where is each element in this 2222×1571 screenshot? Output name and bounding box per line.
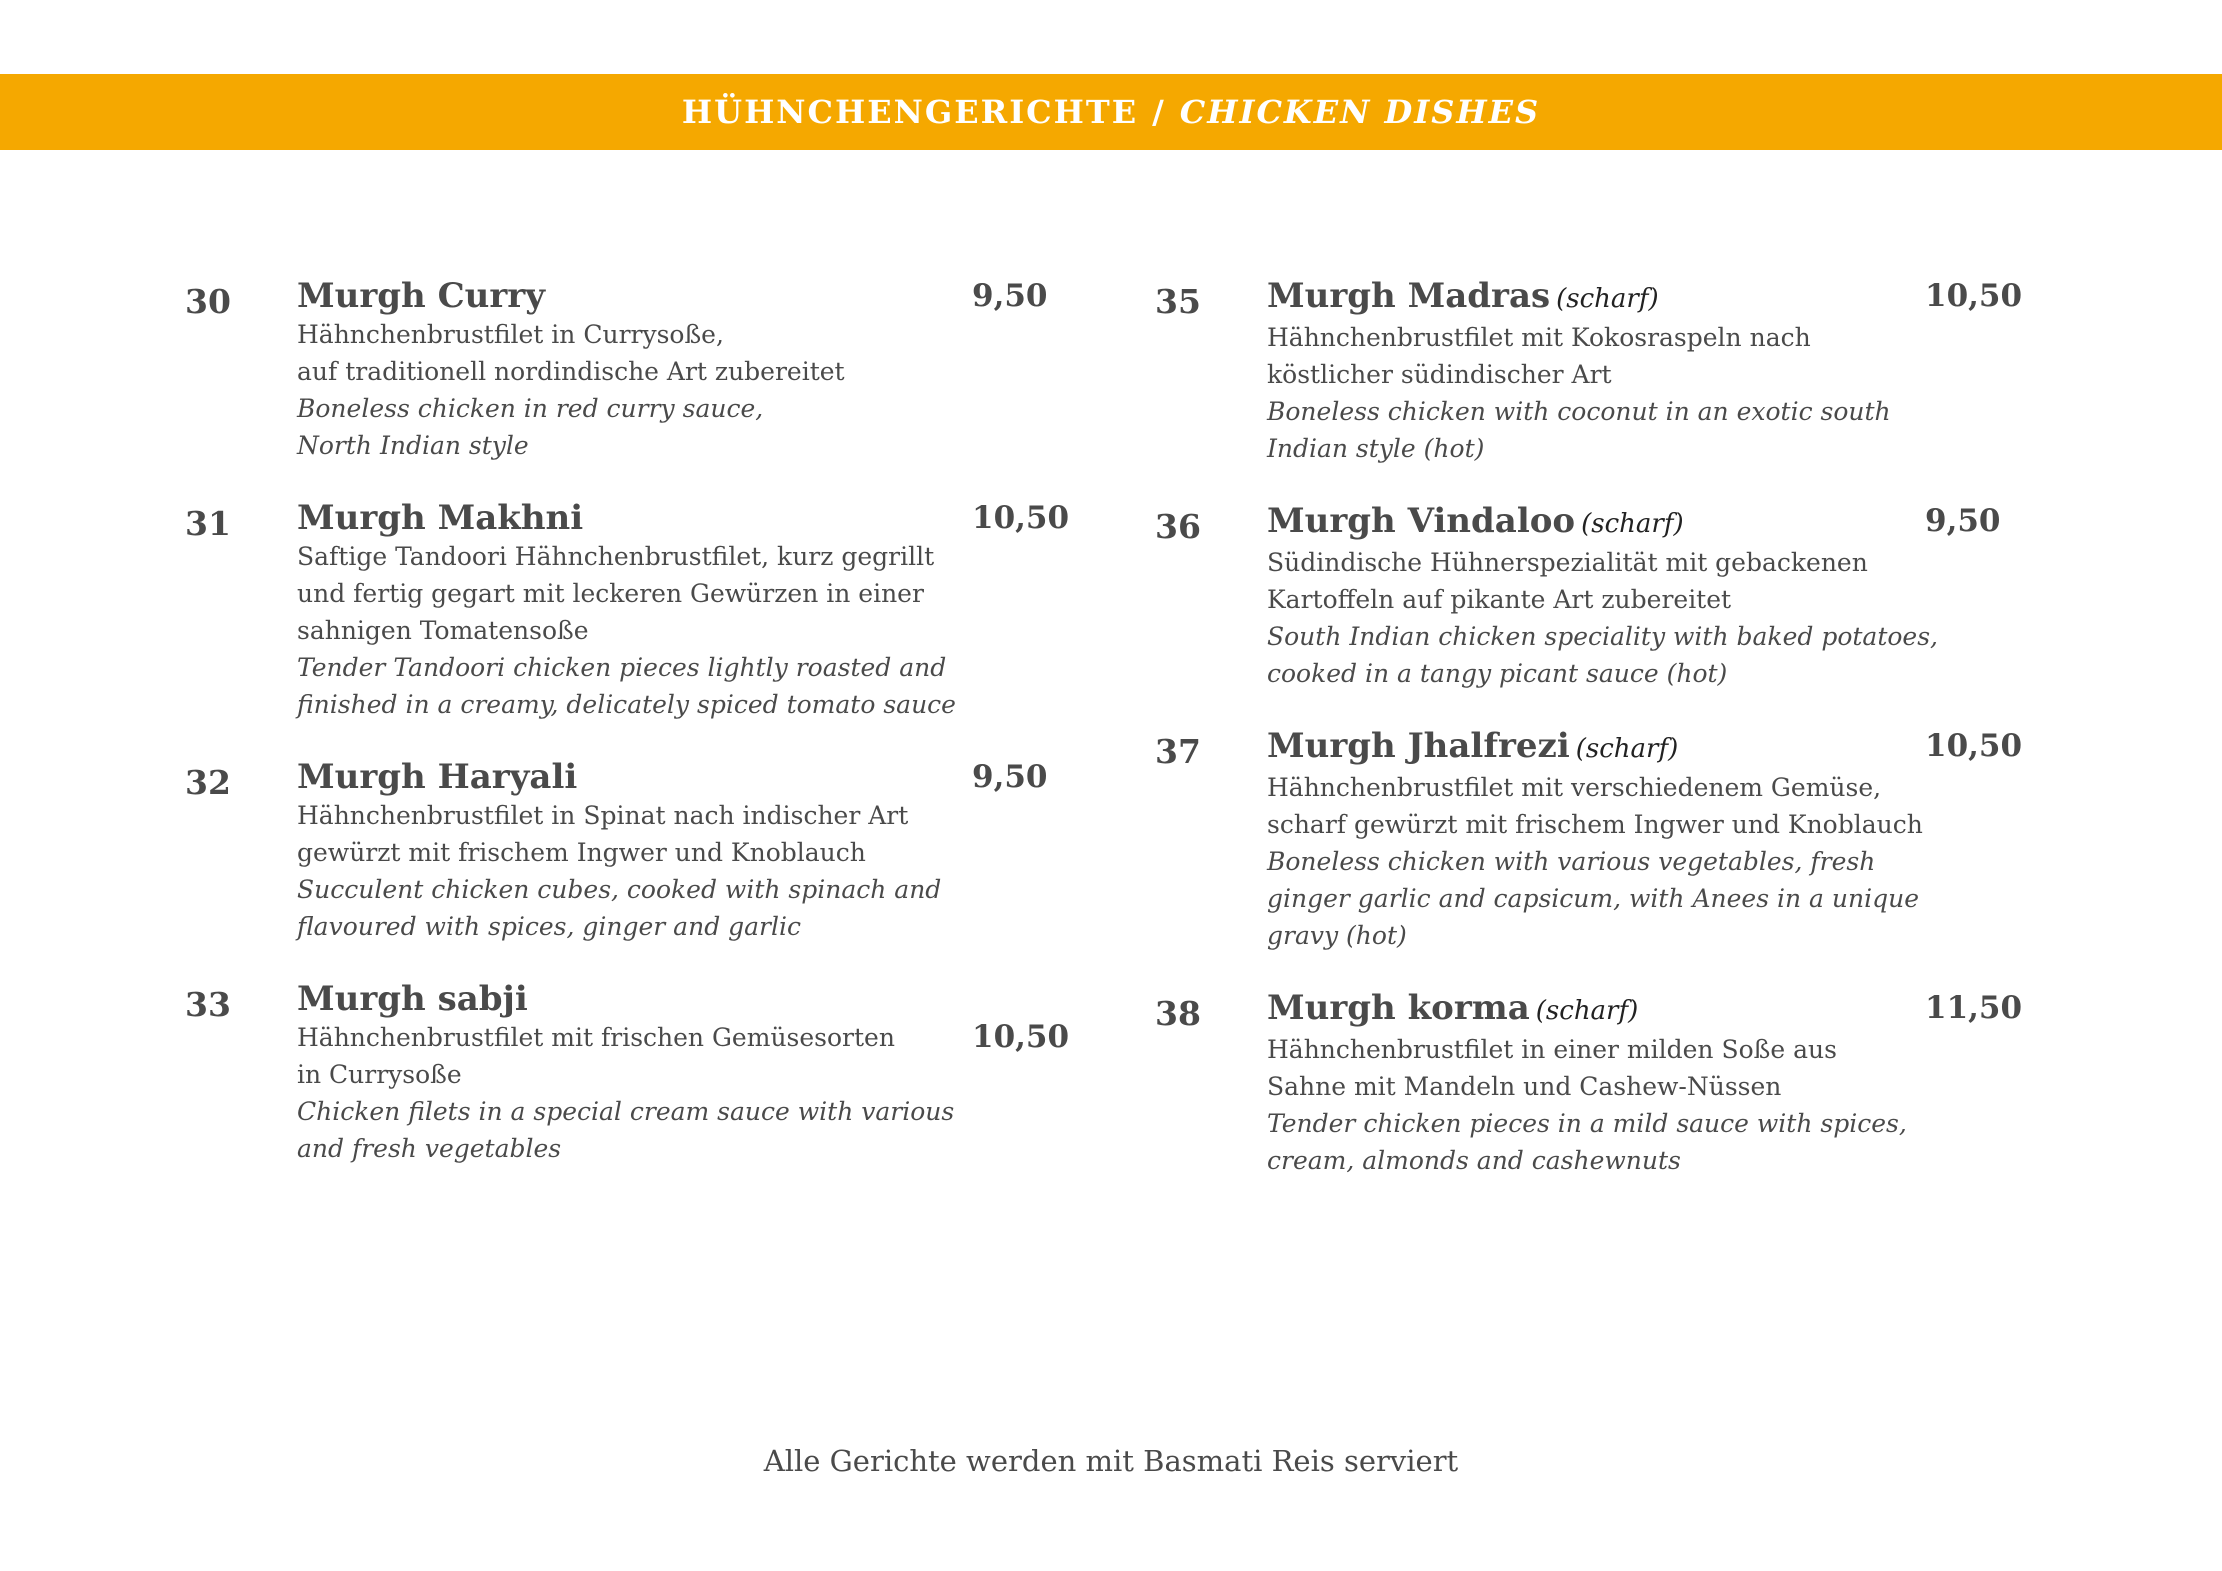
item-name-row — [1267, 726, 1947, 769]
menu-item-31 — [185, 498, 1085, 723]
item-description-en: North Indian style — [297, 431, 529, 460]
item-price: 10,50 — [1925, 278, 2023, 314]
item-name: Murgh Vindaloo — [1267, 501, 1576, 541]
item-number: 32 — [185, 763, 231, 802]
menu-item-33 — [185, 979, 1085, 1167]
item-description-en: and fresh vegetables — [297, 1134, 562, 1163]
item-description-de: Saftige Tandoori Hähnchenbrustfilet, kurz gegrillt — [297, 542, 935, 571]
section-title-en: CHICKEN DISHES — [1179, 93, 1541, 131]
spicy-tag: (scharf) — [1556, 284, 1659, 314]
item-name: Murgh Madras — [1267, 276, 1551, 316]
menu-item-32 — [185, 757, 1085, 945]
item-description-en: cooked in a tangy picant sauce (hot) — [1267, 659, 1728, 688]
menu-item-38 — [1155, 988, 2055, 1179]
item-name: Murgh Haryali — [297, 757, 578, 797]
item-price: 9,50 — [1925, 503, 2001, 539]
item-name-row — [1267, 988, 1947, 1031]
item-description-de: Südindische Hühnerspezialität mit gebackenen — [1267, 548, 1868, 577]
item-description-de: Hähnchenbrustfilet mit verschiedenem Gemüse, — [1267, 773, 1882, 802]
item-description-en: cream, almonds and cashewnuts — [1267, 1146, 1681, 1175]
item-description-en: Boneless chicken with various vegetables, fresh — [1267, 847, 1876, 876]
item-name: Murgh Curry — [297, 276, 545, 316]
item-description-de: Hähnchenbrustfilet in Currysoße, — [297, 320, 724, 349]
menu-column-left — [185, 276, 1085, 1201]
item-description-en: gravy (hot) — [1267, 921, 1407, 950]
item-number: 33 — [185, 985, 231, 1024]
item-description-de: gewürzt mit frischem Ingwer und Knoblauch — [297, 838, 866, 867]
item-description-en: Succulent chicken cubes, cooked with spinach and — [297, 875, 942, 904]
item-name-row — [1267, 276, 1947, 319]
item-description-de: auf traditionell nordindische Art zubereitet — [297, 357, 845, 386]
spicy-tag: (scharf) — [1575, 734, 1679, 764]
item-description-de: und fertig gegart mit leckeren Gewürzen in einer — [297, 579, 924, 608]
spicy-tag: (scharf) — [1535, 996, 1639, 1026]
title-separator: / — [1152, 93, 1166, 131]
item-description-de: Hähnchenbrustfilet in Spinat nach indischer Art — [297, 801, 909, 830]
item-description-en: flavoured with spices, ginger and garlic — [297, 912, 801, 941]
item-description-de: in Currysoße — [297, 1060, 462, 1089]
item-number: 31 — [185, 504, 231, 543]
item-price: 11,50 — [1925, 990, 2023, 1026]
item-name: Murgh korma — [1267, 988, 1530, 1028]
item-price: 10,50 — [1925, 728, 2023, 764]
item-name: Murgh sabji — [297, 979, 528, 1019]
item-description-en: Boneless chicken in red curry sauce, — [297, 394, 764, 423]
item-description-de: Hähnchenbrustfilet mit Kokosraspeln nach — [1267, 323, 1811, 352]
item-description-en: Chicken filets in a special cream sauce with various — [297, 1097, 955, 1126]
item-name-row — [1267, 501, 1947, 544]
item-number: 38 — [1155, 994, 1201, 1033]
item-description-de: Hähnchenbrustfilet in einer milden Soße aus — [1267, 1035, 1837, 1064]
menu-item-30 — [185, 276, 1085, 464]
item-number: 36 — [1155, 507, 1201, 546]
item-price: 9,50 — [972, 278, 1048, 314]
item-description-en: Tender chicken pieces in a mild sauce with spices, — [1267, 1109, 1907, 1138]
item-description-en: South Indian chicken speciality with baked potatoes, — [1267, 622, 1938, 651]
item-description-de: sahnigen Tomatensoße — [297, 616, 589, 645]
item-name: Murgh Jhalfrezi — [1267, 726, 1570, 766]
item-description-en: finished in a creamy, delicately spiced tomato sauce — [297, 690, 956, 719]
menu-item-36 — [1155, 501, 2055, 692]
item-description-en: ginger garlic and capsicum, with Anees in a unique — [1267, 884, 1919, 913]
item-description-en: Indian style (hot) — [1267, 434, 1485, 463]
item-price: 10,50 — [972, 1019, 1070, 1055]
section-title-de: HÜHNCHENGERICHTE — [681, 93, 1139, 131]
footer-note: Alle Gerichte werden mit Basmati Reis serviert — [763, 1444, 1459, 1478]
item-number: 37 — [1155, 732, 1201, 771]
spicy-tag: (scharf) — [1581, 509, 1684, 539]
item-description-de: scharf gewürzt mit frischem Ingwer und Knoblauch — [1267, 810, 1923, 839]
menu-item-37 — [1155, 726, 2055, 954]
item-description-de: köstlicher südindischer Art — [1267, 360, 1612, 389]
item-description-en: Boneless chicken with coconut in an exotic south — [1267, 397, 1891, 426]
menu-item-35 — [1155, 276, 2055, 467]
item-description-de: Sahne mit Mandeln und Cashew-Nüssen — [1267, 1072, 1782, 1101]
item-description-en: Tender Tandoori chicken pieces lightly roasted and — [297, 653, 947, 682]
item-name: Murgh Makhni — [297, 498, 584, 538]
item-price: 9,50 — [972, 759, 1048, 795]
item-price: 10,50 — [972, 500, 1070, 536]
item-description-de: Kartoffeln auf pikante Art zubereitet — [1267, 585, 1732, 614]
menu-column-right — [1155, 276, 2055, 1213]
item-description-de: Hähnchenbrustfilet mit frischen Gemüsesorten — [297, 1023, 895, 1052]
section-header-banner — [0, 74, 2222, 150]
item-number: 30 — [185, 282, 231, 321]
item-number: 35 — [1155, 282, 1201, 321]
